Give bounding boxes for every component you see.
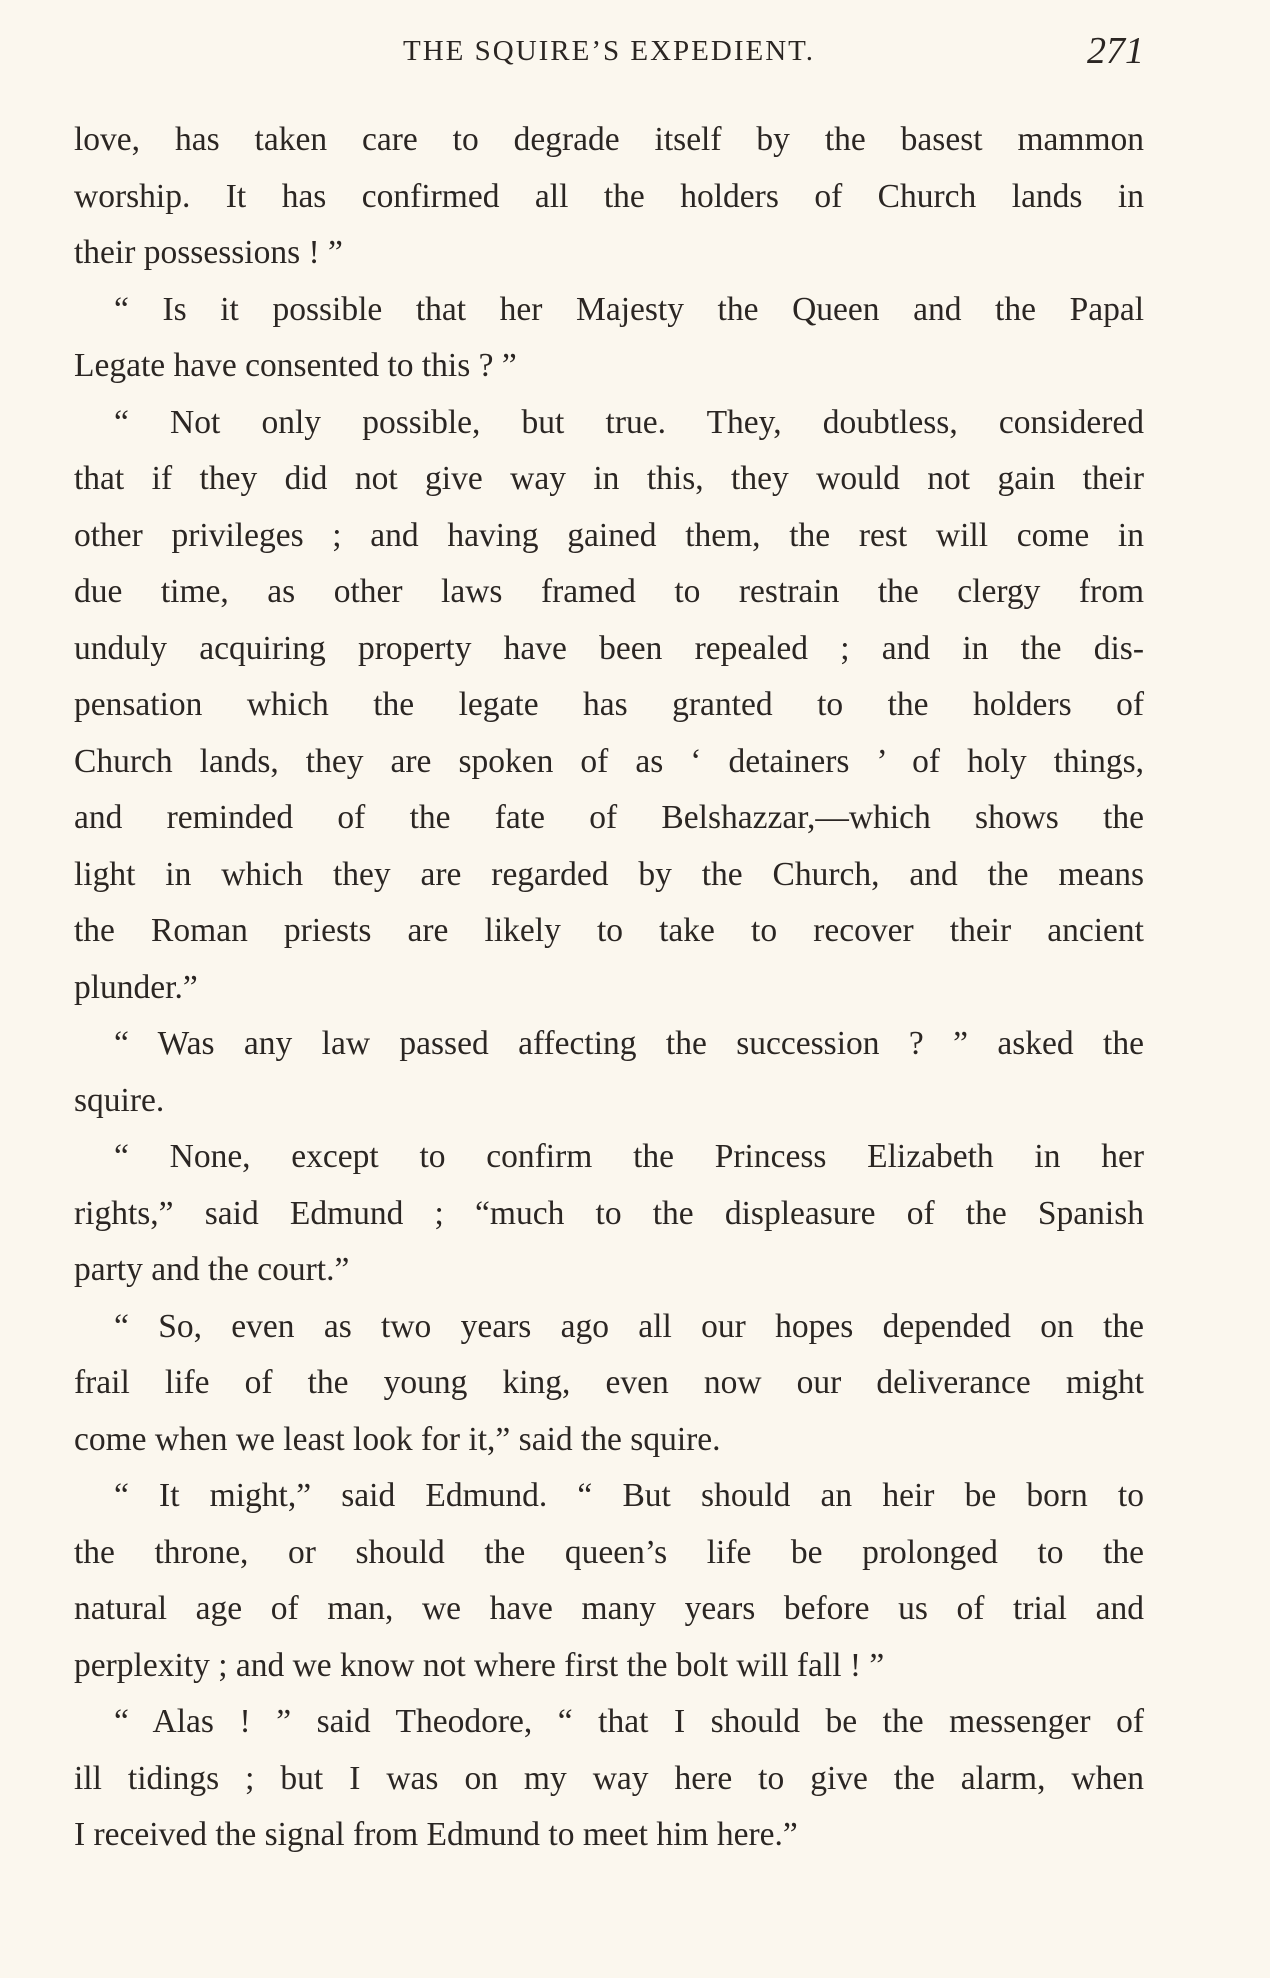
text-line: rights,” said Edmund ; “much to the displeasure of the Spanish: [74, 1194, 1144, 1232]
text-line: “ None, except to confirm the Princess Elizabeth in her: [114, 1138, 1144, 1175]
text-line: “ Is it possible that her Majesty the Queen and the Papal: [114, 290, 1144, 328]
text-line: worship. It has confirmed all the holders of Church lands in: [74, 177, 1144, 215]
text-line: unduly acquiring property have been repealed ; and in the dis-: [74, 629, 1144, 667]
text-line: party and the court.”: [74, 1251, 350, 1288]
text-line: the Roman priests are likely to take to recover their ancient: [74, 912, 1144, 949]
text-line: squire.: [74, 1081, 165, 1119]
text-line: light in which they are regarded by the Church, and the means: [74, 855, 1144, 893]
text-line: “ It might,” said Edmund. “ But should an heir be born to: [114, 1477, 1144, 1514]
text-line: frail life of the young king, even now our deliverance might: [74, 1364, 1144, 1401]
text-line: Legate have consented to this ? ”: [74, 347, 517, 384]
text-line: “ So, even as two years ago all our hopes depended on the: [114, 1307, 1144, 1345]
text-line: “ Alas ! ” said Theodore, “ that I should be the messenger of: [114, 1703, 1144, 1740]
text-line: and reminded of the fate of Belshazzar,—which shows the: [74, 799, 1144, 836]
text-line: ill tidings ; but I was on my way here to give the alarm, when: [74, 1759, 1144, 1797]
text-line: the throne, or should the queen’s life be prolonged to the: [74, 1533, 1144, 1571]
text-line: I received the signal from Edmund to meet him here.”: [74, 1816, 798, 1853]
body-text: [74, 112, 1144, 1864]
text-line: other privileges ; and having gained them, the rest will come in: [74, 516, 1144, 554]
text-line: “ Not only possible, but true. They, doubtless, considered: [114, 403, 1144, 441]
text-line: “ Was any law passed affecting the succession ? ” asked the: [114, 1025, 1144, 1062]
text-line: love, has taken care to degrade itself by the basest mammon: [74, 121, 1144, 158]
text-line: natural age of man, we have many years before us of trial and: [74, 1590, 1144, 1627]
text-line: Church lands, they are spoken of as ‘ detainers ’ of holy things,: [74, 742, 1144, 780]
page-number: 271: [1087, 30, 1144, 72]
running-head: [74, 28, 1144, 74]
text-line: that if they did not give way in this, they would not gain their: [74, 460, 1144, 497]
text-line: their possessions ! ”: [74, 234, 343, 271]
chapter-title: THE SQUIRE’S EXPEDIENT.: [403, 35, 815, 67]
text-line: due time, as other laws framed to restrain the clergy from: [74, 573, 1144, 610]
text-line: plunder.”: [74, 968, 198, 1006]
text-line: pensation which the legate has granted to the holders of: [74, 686, 1144, 723]
text-line: come when we least look for it,” said the squire.: [74, 1420, 721, 1458]
text-line: perplexity ; and we know not where first the bolt will fall ! ”: [74, 1646, 885, 1684]
